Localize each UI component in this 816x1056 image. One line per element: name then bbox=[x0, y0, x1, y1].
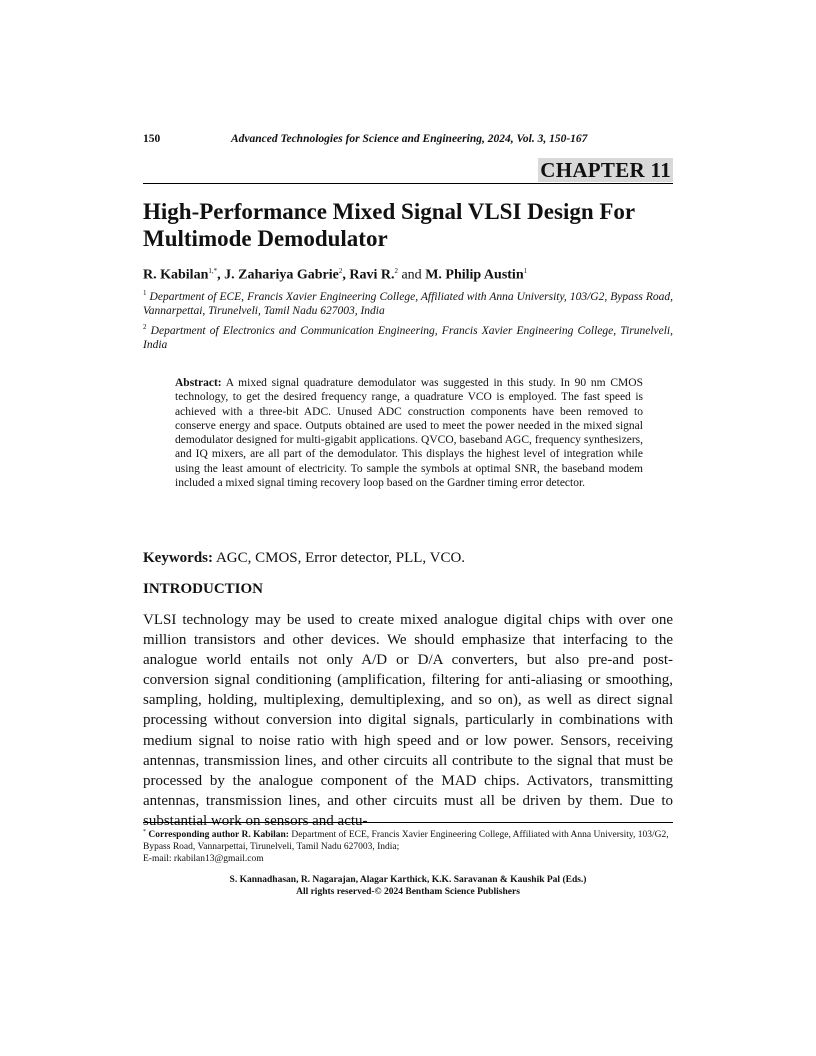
author-separator: , bbox=[342, 267, 350, 283]
author-affil-mark: 2 bbox=[394, 267, 398, 275]
journal-name: Advanced Technologies for Science and Engineering bbox=[231, 133, 482, 145]
footnote-text: Department of ECE, Francis Xavier Engineering College, Affiliated with Anna University, 103/G2, Bypass Road, Vannarpettai, Tirunelveli, Tamil Nadu 627003, India; bbox=[143, 830, 669, 853]
author-affil-mark: 2 bbox=[338, 267, 343, 275]
paper-title: High-Performance Mixed Signal VLSI Design For Multimode Demodulator bbox=[143, 199, 635, 251]
affiliation-text: Department of ECE, Francis Xavier Engineering College, Affiliated with Anna University, 103/G2, Bypass Road, Vannarpettai, Tirunelveli, Tamil Nadu 627003, India bbox=[143, 290, 673, 318]
affiliation bbox=[143, 320, 673, 353]
keywords bbox=[143, 550, 673, 567]
author-affil-mark: 1,* bbox=[208, 267, 218, 275]
footnote-mark: * bbox=[143, 829, 146, 835]
body-paragraph: VLSI technology may be used to create mixed analogue digital chips with over one million transistors and other devices. We should emphasize that interfacing to the analogue world entails not only A/D or D/A converters, but also pre-and post-conversion signal conditioning (amplification, filtering for anti-aliasing or smoothing, sampling, holding, multiplexing, demultiplexing, and so on), as well as direct signal processing without conversion into digital signals, particularly in combinations with medium signal to noise ratio with high speed and or low power. Sensors, receiving antennas, transmission lines, and other circuits all contribute to the signal that must be processed by the analogue component of the MAD chips. Activators, transmitting antennas, transmission lines, and other circuits must all be driven by them. Due to substantial work on sensors and actu- bbox=[143, 612, 673, 829]
journal-volume: Vol. 3 bbox=[516, 133, 544, 145]
author-name: J. Zahariya Gabrie bbox=[224, 267, 339, 283]
footnote-email: E-mail: rkabilan13@gmail.com bbox=[143, 854, 264, 865]
editors-line: S. Kannadhasan, R. Nagarajan, Alagar Karthick, K.K. Saravanan & Kaushik Pal (Eds.) bbox=[229, 875, 587, 885]
author-name: M. Philip Austin bbox=[425, 267, 524, 283]
affiliation-text: Department of Electronics and Communication Engineering, Francis Xavier Engineering College, Tirunelveli, India bbox=[143, 324, 673, 352]
section-heading: INTRODUCTION bbox=[143, 581, 264, 597]
chapter-banner bbox=[143, 158, 673, 184]
affiliation-mark: 1 bbox=[143, 289, 147, 297]
journal-pages: , 150-167 bbox=[543, 133, 588, 145]
author-list bbox=[143, 262, 673, 285]
page-number: 150 bbox=[143, 133, 161, 145]
book-credits bbox=[143, 874, 673, 898]
author-separator: and bbox=[397, 267, 426, 283]
footnote-divider bbox=[143, 822, 673, 823]
author-name: Ravi R. bbox=[349, 267, 395, 283]
affiliation-mark: 2 bbox=[143, 323, 147, 331]
chapter-label: CHAPTER 11 bbox=[540, 158, 671, 182]
author-name: R. Kabilan bbox=[143, 267, 209, 283]
journal-citation bbox=[231, 133, 587, 145]
keywords-text: AGC, CMOS, Error detector, PLL, VCO. bbox=[215, 550, 466, 566]
footnote bbox=[143, 826, 673, 865]
affiliation bbox=[143, 286, 673, 319]
author-separator: , bbox=[217, 267, 225, 283]
keywords-label: Keywords: bbox=[143, 550, 213, 566]
author-affil-mark: 1 bbox=[523, 267, 528, 275]
abstract-label: Abstract: bbox=[175, 377, 222, 389]
rights-line: All rights reserved-© 2024 Bentham Science Publishers bbox=[296, 887, 520, 897]
abstract bbox=[175, 376, 643, 490]
journal-year: , 2024, bbox=[481, 133, 517, 145]
abstract-text: A mixed signal quadrature demodulator was suggested in this study. In 90 nm CMOS technology, to get the desired frequency range, a quadrature VCO is employed. The fast speed is achieved with a three-bit ADC. Unused ADC construction components have been removed to conserve energy and space. Outputs obtained are used to meet the power needed in the mixed signal demodulator designed for multi-gigabit applications. QVCO, baseband AGC, frequency synthesizers, and IQ mixers, are all part of the demodulator. This displays the highest level of integration while using the least amount of electricity. To sample the symbols at optimal SNR, the baseband modem included a mixed signal timing recovery loop based on the Gardner timing error detector. bbox=[175, 377, 643, 490]
footnote-label: Corresponding author R. Kabilan: bbox=[148, 830, 289, 841]
